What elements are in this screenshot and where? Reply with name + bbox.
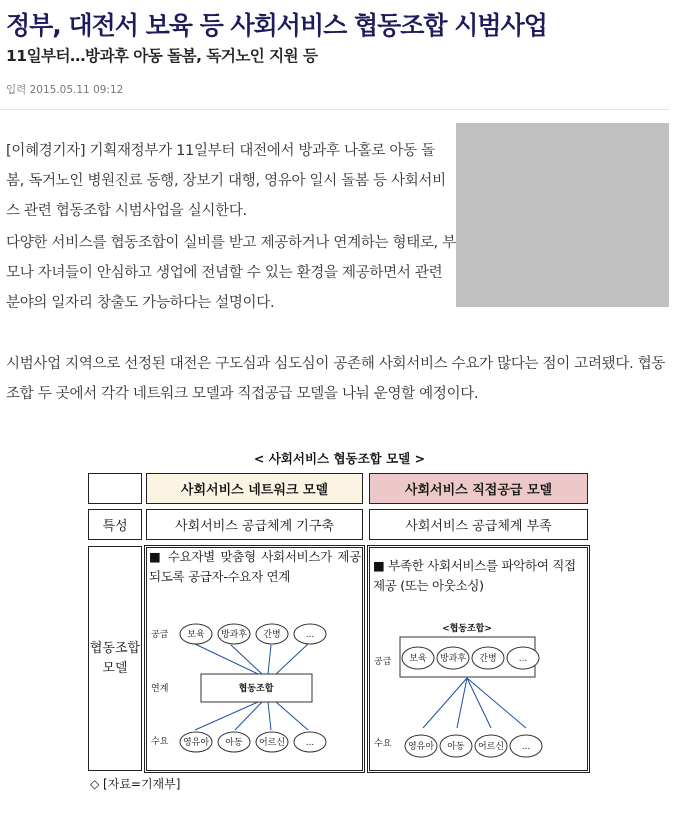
left-demand-elderly: 어르신: [258, 738, 286, 748]
direct-supply-trait: 사회서비스 공급체계 부족: [369, 509, 588, 540]
left-row-label-supply: 공급: [151, 630, 169, 640]
article-title: 정부, 대전서 보육 등 사회서비스 협동조합 시범사업: [6, 11, 547, 40]
trait-label: 특성: [88, 509, 142, 540]
left-supply-nursing: 간병: [263, 630, 281, 640]
right-supply-afterschool: 방과후: [439, 654, 467, 664]
left-supply-more: ...: [305, 630, 315, 640]
article-photo[interactable]: [456, 123, 669, 307]
direct-supply-diagram: [371, 618, 585, 768]
left-supply-childcare: 보육: [187, 630, 205, 640]
right-demand-children: 아동: [447, 742, 465, 752]
coop-model-label: 협동조합 모델: [88, 546, 142, 771]
left-row-label-demand: 수요: [151, 737, 169, 747]
left-center-coop: 협동조합: [238, 684, 274, 694]
right-supply-more: ...: [518, 654, 528, 664]
right-row-label-supply: 공급: [374, 657, 392, 667]
figure-title: < 사회서비스 협동조합 모델 >: [253, 451, 426, 466]
article-paragraph-3: 시범사업 지역으로 선정된 대전은 구도심과 심도심이 공존해 사회서비스 수요가 많다는 점이 고려됐다. 협동조합 두 곳에서 각각 네트워크 모델과 직접공급 모델을 나눠 운영할 예정이다.: [6, 356, 666, 402]
table-corner-cell: [88, 473, 142, 504]
network-model-trait: 사회서비스 공급체계 기구축: [146, 509, 363, 540]
network-model-description: ■ 수요자별 맞춤형 사회서비스가 제공되도록 공급자-수요자 연계: [149, 549, 361, 584]
article-subtitle: 11일부터…방과후 아동 돌봄, 독거노인 지원 등: [6, 47, 318, 65]
left-row-label-link: 연계: [151, 684, 169, 694]
right-supply-childcare: 보육: [409, 654, 427, 664]
left-demand-infants: 영유아: [182, 738, 210, 748]
network-model-header: 사회서비스 네트워크 모델: [146, 473, 363, 504]
article-paragraph-2: 다양한 서비스를 협동조합이 실비를 받고 제공하거나 연계하는 형태로, 부모나 자녀들이 안심하고 생업에 전념할 수 있는 환경을 제공하면서 관련 분야의 일자리 창출도 가능하다는 설명이다.: [6, 235, 456, 311]
direct-supply-model-header: 사회서비스 직접공급 모델: [369, 473, 588, 504]
right-row-label-demand: 수요: [374, 739, 392, 749]
right-demand-infants: 영유아: [407, 742, 435, 752]
right-demand-more: ...: [521, 742, 531, 752]
header-divider: [0, 109, 669, 110]
right-coop-title: <협동조합>: [442, 624, 492, 634]
article-dateline: 입력 2015.05.11 09:12: [6, 84, 124, 96]
left-supply-afterschool: 방과후: [220, 630, 248, 640]
article-paragraph-1: [이혜경기자] 기획재정부가 11일부터 대전에서 방과후 나홀로 아동 돌봄, 독거노인 병원진료 동행, 장보기 대행, 영유아 일시 돌봄 등 사회서비스 관련 협동조합 시범사업을 실시한다.: [6, 143, 446, 219]
figure-source: ◇ [자료=기재부]: [90, 777, 181, 791]
network-model-diagram: [148, 618, 362, 768]
direct-supply-description: ■ 부족한 사회서비스를 파악하여 직접제공 (또는 아웃소싱): [373, 558, 576, 593]
right-demand-elderly: 어르신: [477, 742, 505, 752]
left-demand-children: 아동: [225, 738, 243, 748]
left-demand-more: ...: [305, 738, 315, 748]
right-supply-nursing: 간병: [479, 654, 497, 664]
